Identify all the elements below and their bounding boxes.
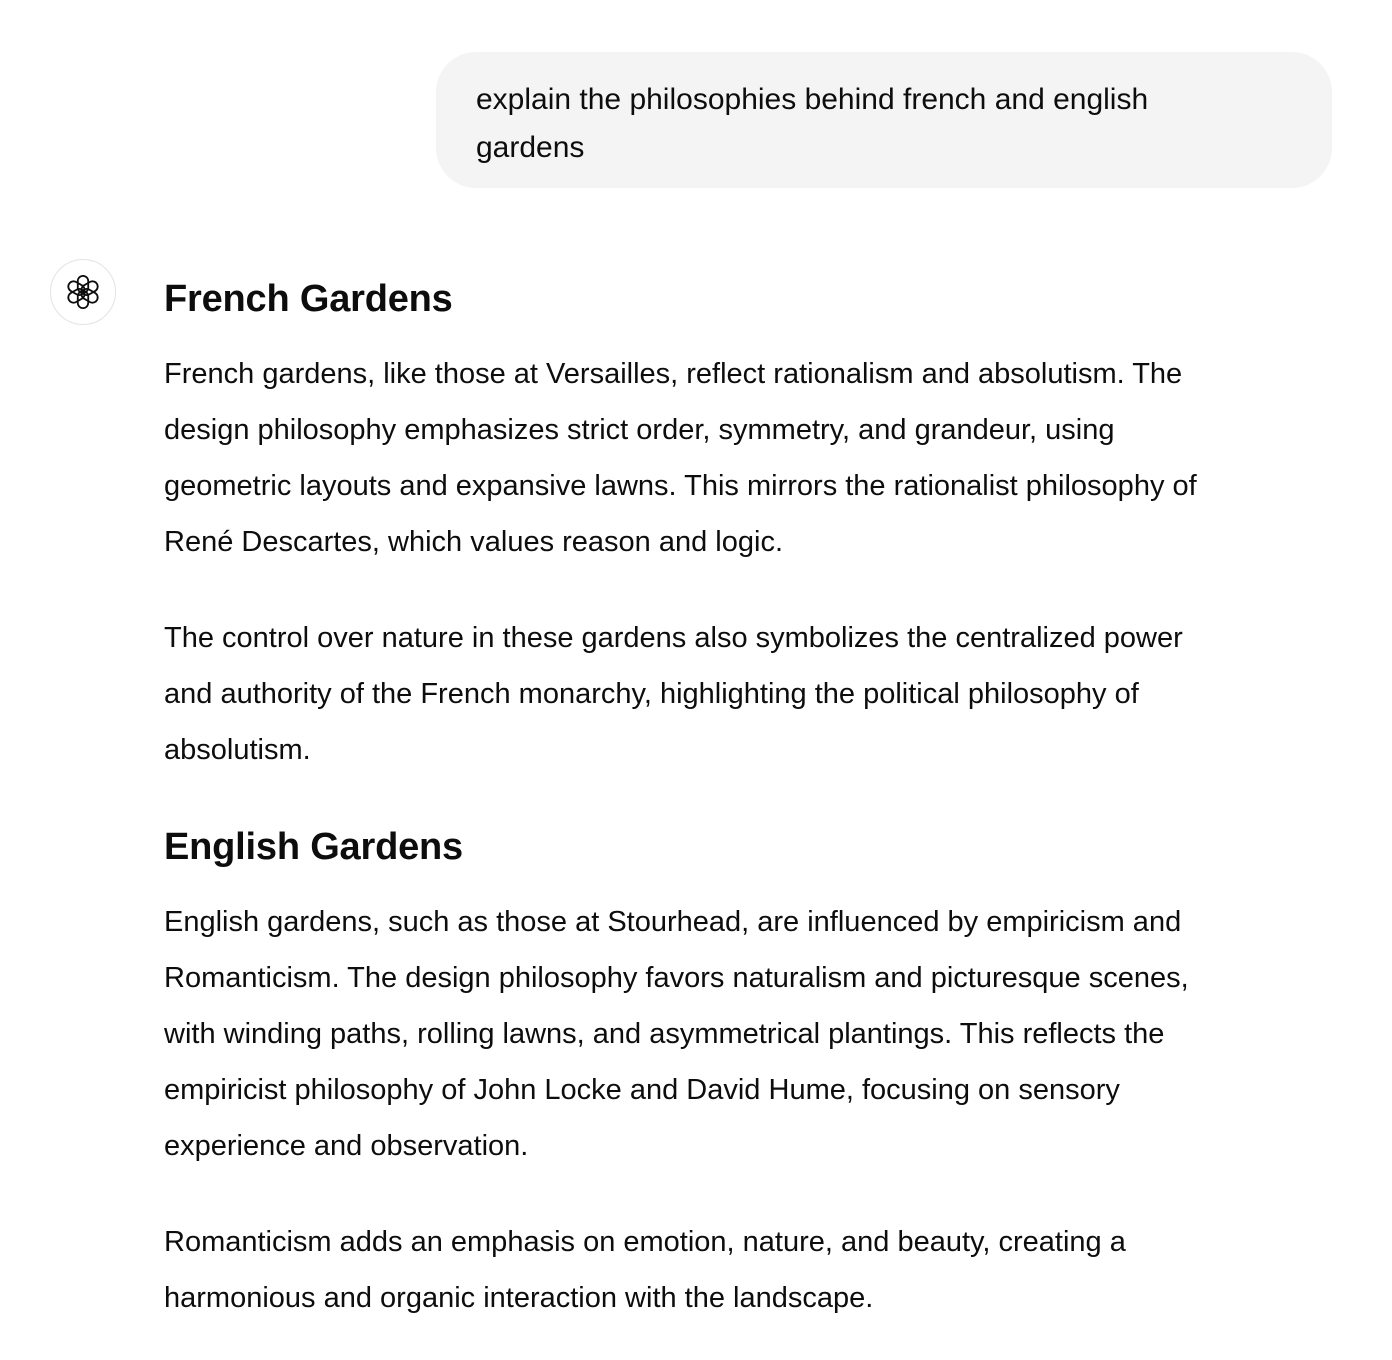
paragraph-english-2: [164, 1214, 1354, 1326]
paragraph-line: absolutism.: [164, 734, 311, 766]
paragraph-line: René Descartes, which values reason and logic.: [164, 526, 783, 558]
paragraph-line: with winding paths, rolling lawns, and asymmetrical plantings. This reflects the: [164, 1018, 1165, 1050]
user-message-bubble: [436, 52, 1332, 188]
section-heading-english-gardens: English Gardens: [164, 826, 463, 868]
paragraph-english-1: [164, 894, 1354, 1174]
assistant-response: [164, 272, 1354, 1326]
paragraph-line: experience and observation.: [164, 1130, 529, 1162]
paragraph-line: empiricist philosophy of John Locke and David Hume, focusing on sensory: [164, 1074, 1120, 1106]
paragraph-line: The control over nature in these gardens also symbolizes the centralized power: [164, 622, 1183, 654]
paragraph-line: English gardens, such as those at Stourhead, are influenced by empiricism and: [164, 906, 1182, 938]
paragraph-line: and authority of the French monarchy, highlighting the political philosophy of: [164, 678, 1139, 710]
openai-logo-icon: [64, 273, 102, 311]
paragraph-line: French gardens, like those at Versailles, reflect rationalism and absolutism. The: [164, 358, 1183, 390]
paragraph-line: harmonious and organic interaction with the landscape.: [164, 1282, 874, 1314]
paragraph-line: Romanticism. The design philosophy favors naturalism and picturesque scenes,: [164, 962, 1189, 994]
paragraph-line: geometric layouts and expansive lawns. This mirrors the rationalist philosophy of: [164, 470, 1197, 502]
paragraph-line: Romanticism adds an emphasis on emotion, nature, and beauty, creating a: [164, 1226, 1126, 1258]
assistant-avatar: [50, 259, 116, 325]
user-message-line: gardens: [476, 131, 585, 164]
section-heading-french-gardens: French Gardens: [164, 278, 453, 320]
paragraph-french-2: [164, 610, 1354, 778]
paragraph-french-1: [164, 346, 1354, 570]
user-message-line: explain the philosophies behind french and english: [476, 83, 1149, 116]
paragraph-line: design philosophy emphasizes strict order, symmetry, and grandeur, using: [164, 414, 1115, 446]
